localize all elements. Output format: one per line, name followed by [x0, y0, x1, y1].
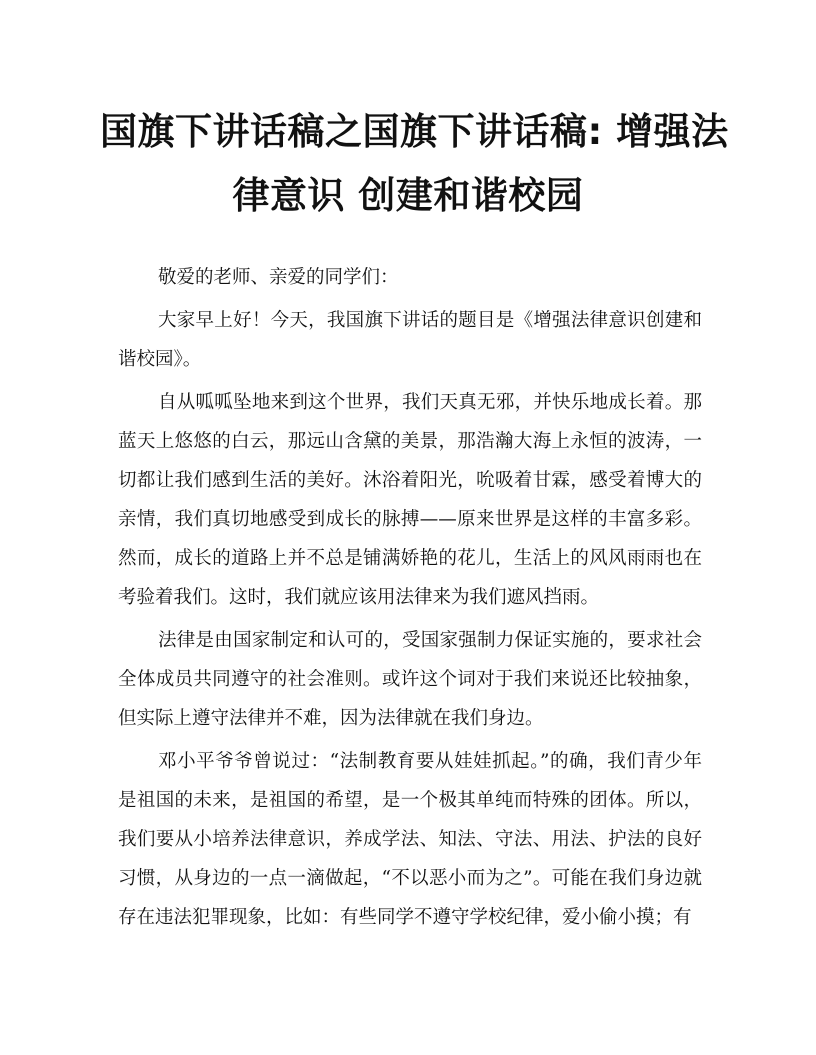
- body-paragraph: 自从呱呱坠地来到这个世界，我们天真无邪，并快乐地成长着。那蓝天上悠悠的白云，那远山含黛的美景，那浩瀚大海上永恒的波涛，一切都让我们感到生活的美好。沐浴着阳光，吮吸着甘霖，感受着博大的亲情，我们真切地感受到成长的脉搏——原来世界是这样的丰富多彩。然而，成长的道路上并不总是铺满娇艳的花儿，生活上的风风雨雨也在考验着我们。这时，我们就应该用法律来为我们遮风挡雨。: [118, 392, 702, 608]
- document-title: [100, 100, 729, 228]
- body-paragraph: 大家早上好！今天，我国旗下讲话的题目是《增强法律意识创建和谐校园》。: [118, 310, 702, 370]
- body-paragraph: 邓小平爷爷曾说过：“法制教育要从娃娃抓起。”的确，我们青少年是祖国的未来，是祖国的希望，是一个极其单纯而特殊的团体。所以，我们要从小培养法律意识，养成学法、知法、守法、用法、护法的良好习惯，从身边的一点一滴做起，“不以恶小而为之”。可能在我们身边就存在违法犯罪现象，比如：有些同学不遵守学校纪律，爱小偷小摸；有: [118, 751, 702, 928]
- title-line-2: 律意识 创建和谐校园: [232, 174, 584, 217]
- document-body: [118, 258, 702, 941]
- body-paragraph: 法律是由国家制定和认可的，受国家强制力保证实施的，要求社会全体成员共同遵守的社会准则。或许这个词对于我们来说还比较抽象，但实际上遵守法律并不难，因为法律就在我们身边。: [118, 630, 702, 729]
- salutation-paragraph: 敬爱的老师、亲爱的同学们：: [158, 267, 399, 288]
- title-line-1: 国旗下讲话稿之国旗下讲话稿: 增强法: [100, 110, 729, 153]
